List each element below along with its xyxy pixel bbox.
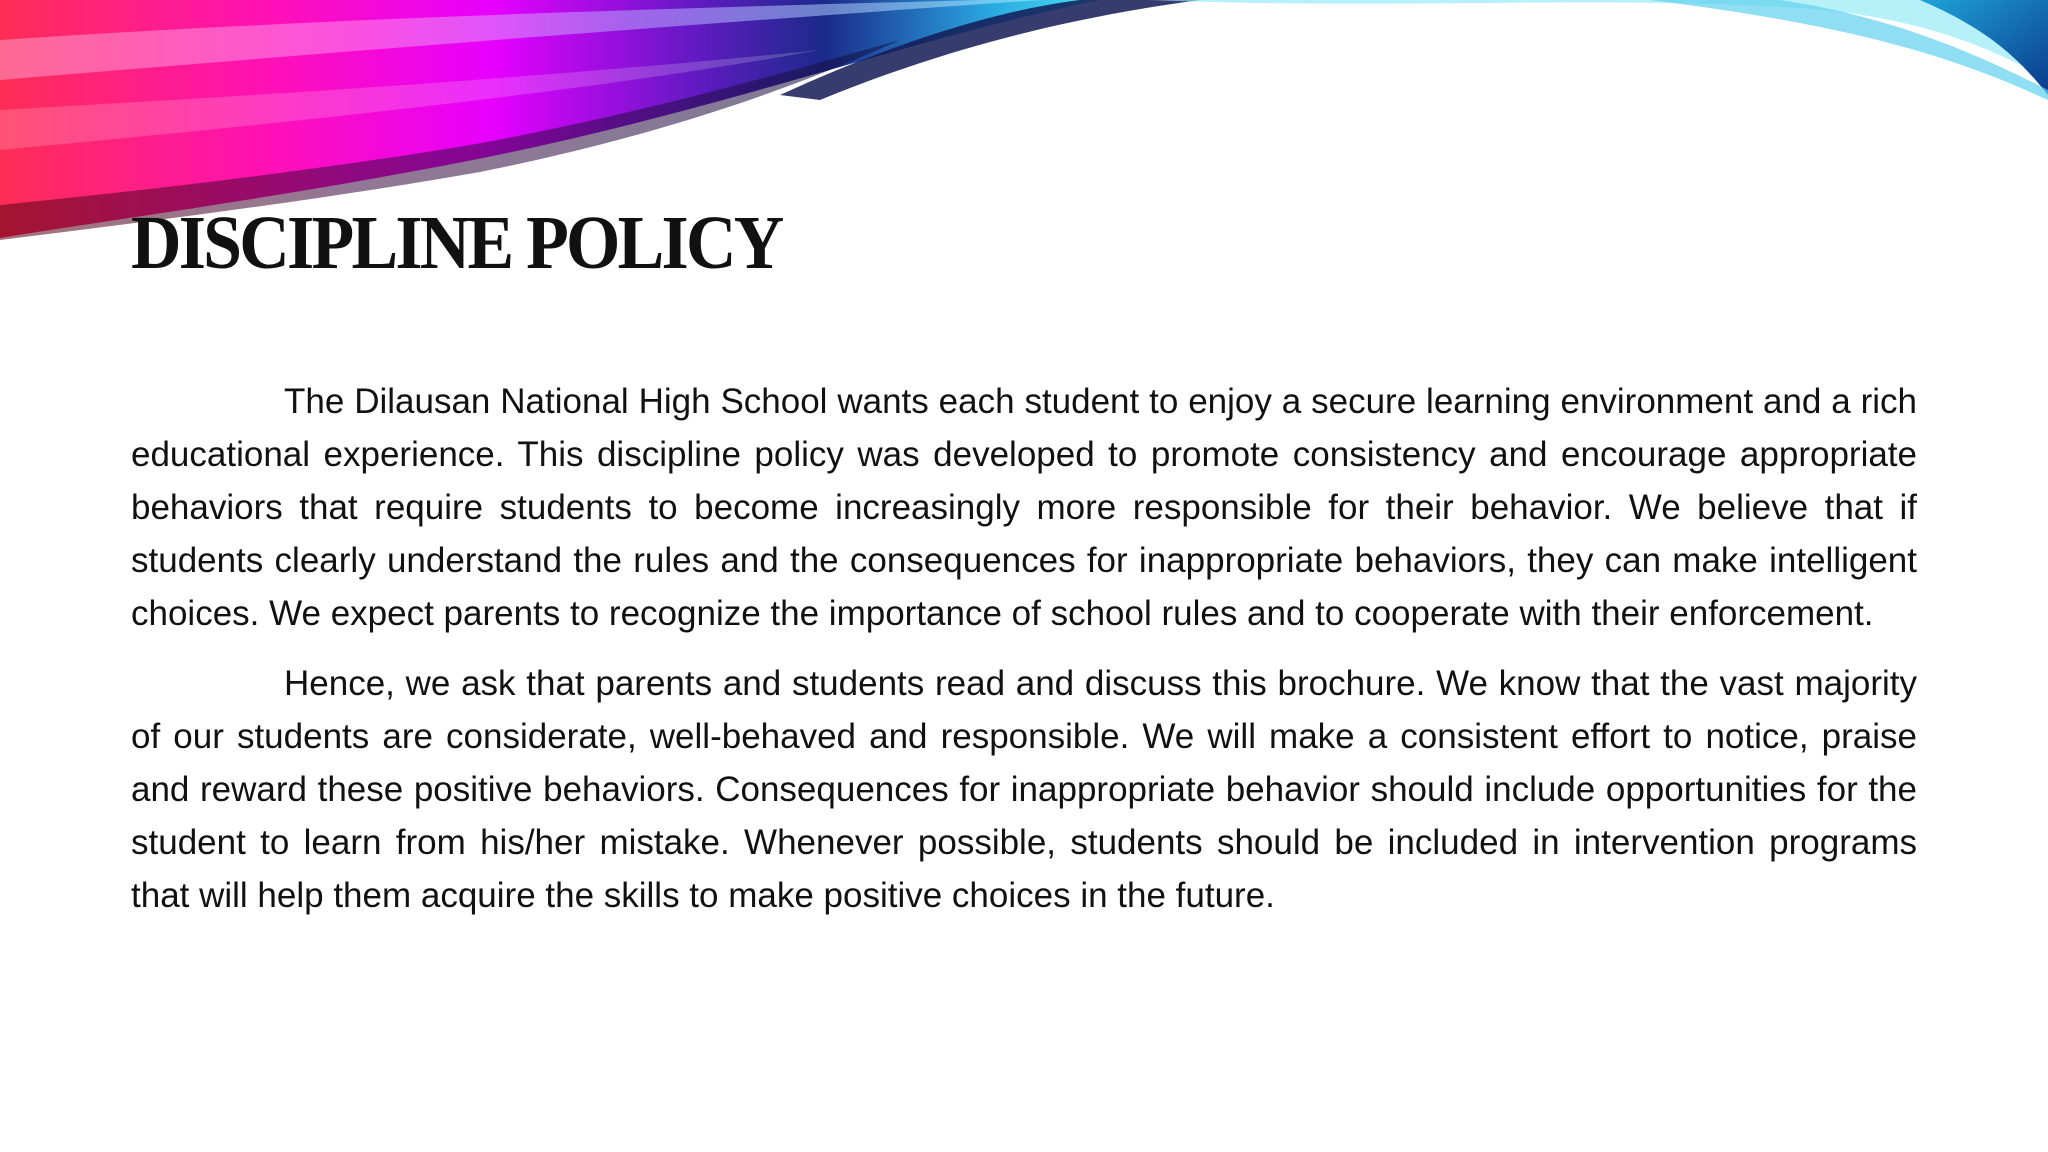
slide-title: DISCIPLINE POLICY xyxy=(131,201,782,285)
paragraph-hence: Hence, we ask that parents and students read and discuss this brochure. We know that the vast majority of our students are considerate, well-behaved and responsible. We will make a consistent effort to notice, praise and reward these positive behaviors. Consequences for inappropriate behavior should include opportunities for the student to learn from his/her mistake. Whenever possible, students should be included in intervention programs that will help them acquire the skills to make positive choices in the future. xyxy=(131,664,1917,915)
paragraph-intro: The Dilausan National High School wants each student to enjoy a secure learning environment and a rich educational experience. This discipline policy was developed to promote consistency and encourage appropriate behaviors that require students to become increasingly more responsible for their behavior. We believe that if students clearly understand the rules and the consequences for inappropriate behaviors, they can make intelligent choices. We expect parents to recognize the importance of school rules and to cooperate with their enforcement. xyxy=(131,382,1917,633)
body-text xyxy=(131,375,1917,939)
